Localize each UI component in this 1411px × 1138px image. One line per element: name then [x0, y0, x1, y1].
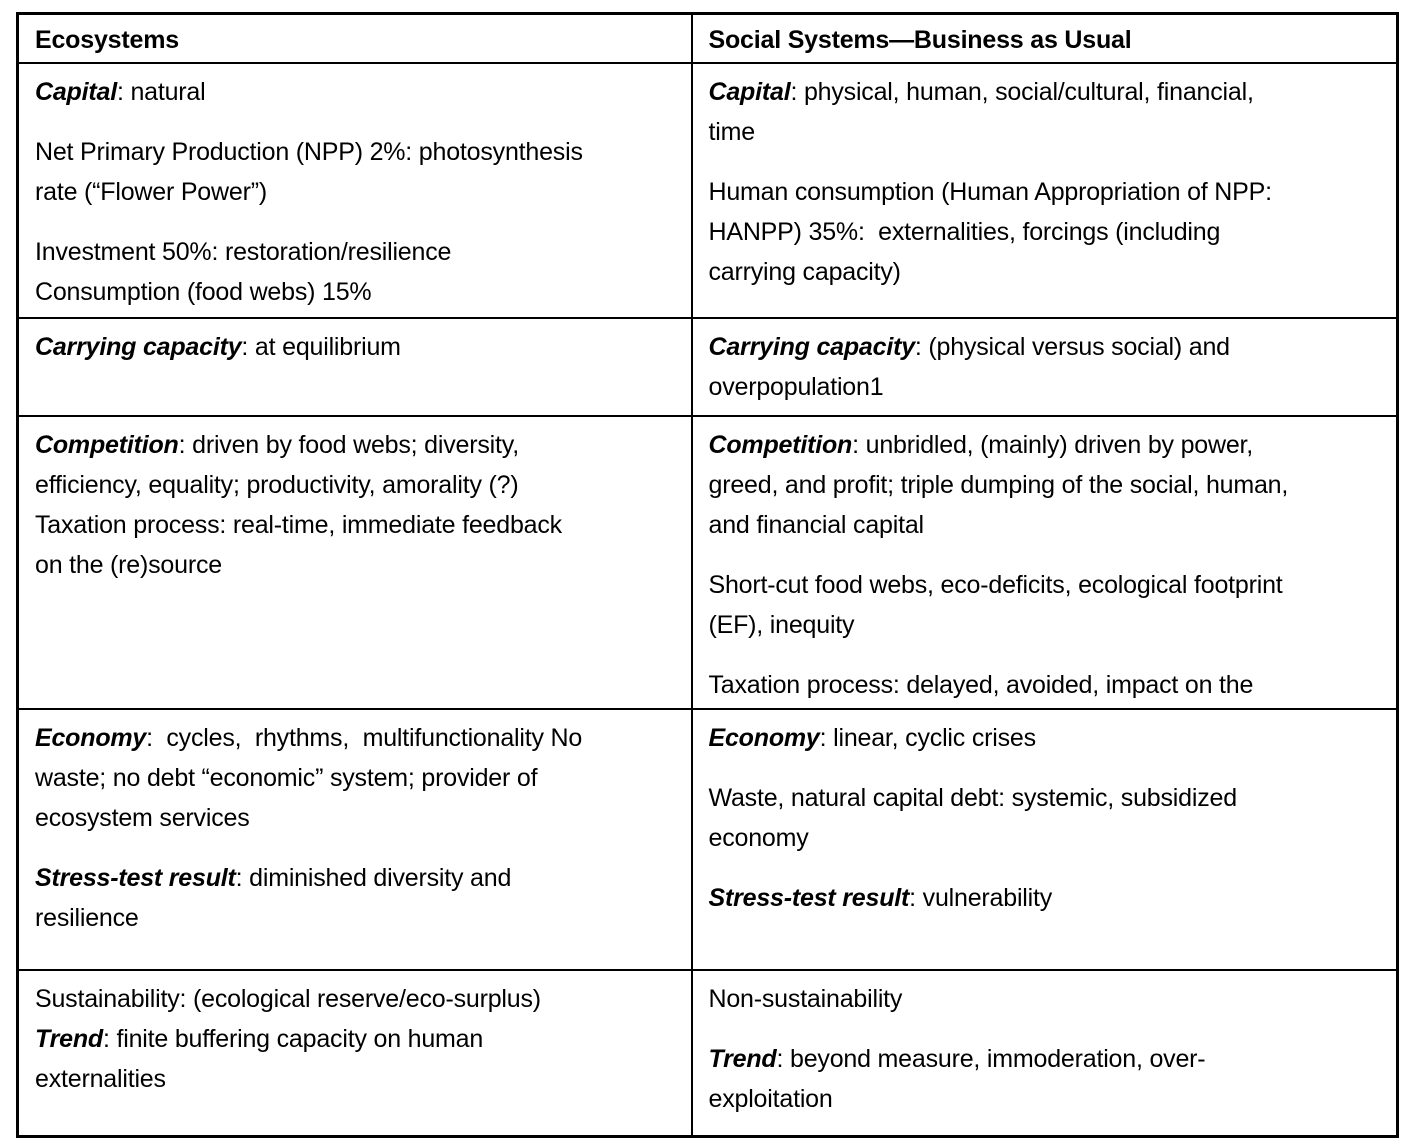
term-label: Carrying capacity	[708, 333, 915, 361]
ecosystems-vs-social-systems-table	[16, 12, 1399, 1138]
text-line	[709, 878, 1381, 918]
carrying-capacity-left-cell	[18, 318, 692, 416]
text-segment: : beyond measure, immoderation, over-	[776, 1045, 1206, 1073]
text-line	[35, 232, 675, 272]
text-line	[709, 367, 1381, 407]
text-line	[709, 1079, 1381, 1119]
term-label: Stress-test result	[708, 884, 910, 912]
text-line	[709, 425, 1381, 465]
text-segment: (EF), inequity	[708, 611, 855, 639]
text-segment: : finite buffering capacity on human	[103, 1025, 484, 1053]
table-row-carrying-capacity	[18, 318, 1398, 416]
text-segment: time	[708, 118, 755, 146]
carrying-capacity-right-cell	[692, 318, 1398, 416]
term-label: Capital	[708, 78, 791, 106]
text-segment: Short-cut food webs, eco-deficits, ecological footprint	[708, 571, 1283, 599]
text-line	[709, 465, 1381, 505]
text-segment: on the (re)source	[35, 551, 222, 579]
term-label: Carrying capacity	[35, 333, 242, 361]
text-segment: : diminished diversity and	[235, 864, 512, 892]
text-segment: : (physical versus social) and	[914, 333, 1230, 361]
text-line	[35, 425, 675, 465]
text-line	[709, 979, 1381, 1019]
text-segment: resilience	[35, 904, 139, 932]
text-line	[35, 465, 675, 505]
capital-right-cell	[692, 63, 1398, 318]
term-label: Stress-test result	[35, 864, 236, 892]
text-line	[35, 1059, 675, 1099]
economy-left-cell	[18, 709, 692, 970]
economy-right-cell	[692, 709, 1398, 970]
text-line	[709, 718, 1381, 758]
text-segment: efficiency, equality; productivity, amorality (?)	[35, 471, 519, 499]
term-label: Capital	[35, 78, 117, 106]
text-segment: carrying capacity)	[708, 258, 901, 286]
text-segment: overpopulation1	[708, 373, 884, 401]
text-segment: rate (“Flower Power”)	[35, 178, 267, 206]
term-label: Trend	[35, 1025, 103, 1053]
text-line	[709, 605, 1381, 645]
header-ecosystems: Ecosystems	[18, 14, 692, 64]
text-segment: : physical, human, social/cultural, financial,	[790, 78, 1254, 106]
table-row-competition	[18, 416, 1398, 709]
text-line	[35, 798, 675, 838]
text-segment: : linear, cyclic crises	[819, 724, 1036, 752]
term-label: Trend	[708, 1045, 777, 1073]
text-segment: Net Primary Production (NPP) 2%: photosynthesis	[35, 138, 583, 166]
text-segment: Human consumption (Human Appropriation of NPP:	[708, 178, 1272, 206]
text-line	[709, 565, 1381, 605]
text-line	[35, 718, 675, 758]
text-segment: externalities	[35, 1065, 166, 1093]
table-row-economy	[18, 709, 1398, 970]
header-row	[18, 14, 1398, 64]
text-line	[709, 818, 1381, 858]
text-line	[709, 212, 1381, 252]
competition-left-cell	[18, 416, 692, 709]
text-line	[709, 505, 1381, 545]
text-segment: : natural	[116, 78, 206, 106]
text-line	[35, 1019, 675, 1059]
text-segment: : driven by food webs; diversity,	[178, 431, 519, 459]
capital-left-cell	[18, 63, 692, 318]
term-label: Economy	[35, 724, 147, 752]
text-line	[709, 112, 1381, 152]
sustainability-left-cell	[18, 970, 692, 1137]
term-label: Competition	[35, 431, 179, 459]
text-line	[709, 72, 1381, 112]
text-segment: economy	[708, 824, 809, 852]
text-segment: waste; no debt “economic” system; provider of	[35, 764, 538, 792]
text-line	[709, 778, 1381, 818]
text-line	[709, 327, 1381, 367]
term-label: Competition	[708, 431, 853, 459]
text-segment: greed, and profit; triple dumping of the social, human,	[708, 471, 1289, 499]
text-segment: ecosystem services	[35, 804, 250, 832]
text-line	[35, 327, 675, 367]
text-segment: and financial capital	[708, 511, 924, 539]
text-line	[35, 172, 675, 212]
text-line	[709, 1039, 1381, 1079]
competition-right-cell	[692, 416, 1398, 709]
text-line	[709, 172, 1381, 212]
table-body	[18, 63, 1398, 1137]
text-segment: Taxation process: delayed, avoided, impact on the	[708, 671, 1254, 699]
text-line	[709, 252, 1381, 292]
text-line	[35, 72, 675, 112]
text-line	[35, 505, 675, 545]
text-segment: Non-sustainability	[708, 985, 903, 1013]
text-segment: exploitation	[708, 1085, 833, 1113]
text-segment: : vulnerability	[909, 884, 1053, 912]
text-segment: Sustainability: (ecological reserve/eco-surplus)	[35, 985, 541, 1013]
text-line	[35, 272, 675, 312]
text-line	[35, 858, 675, 898]
text-line	[35, 132, 675, 172]
text-line	[35, 758, 675, 798]
text-segment: Consumption (food webs) 15%	[35, 278, 372, 306]
text-segment: Waste, natural capital debt: systemic, subsidized	[708, 784, 1237, 812]
text-segment: : at equilibrium	[241, 333, 401, 361]
text-segment: : unbridled, (mainly) driven by power,	[852, 431, 1254, 459]
text-segment: Taxation process: real-time, immediate feedback	[35, 511, 562, 539]
sustainability-right-cell	[692, 970, 1398, 1137]
text-line	[35, 545, 675, 585]
table-row-sustainability	[18, 970, 1398, 1137]
text-segment: HANPP) 35%: externalities, forcings (including	[708, 218, 1221, 246]
header-social-systems: Social Systems—Business as Usual	[692, 14, 1398, 64]
text-segment: Investment 50%: restoration/resilience	[35, 238, 452, 266]
table-row-capital	[18, 63, 1398, 318]
text-line	[35, 979, 675, 1019]
term-label: Economy	[708, 724, 820, 752]
text-line	[35, 898, 675, 938]
text-line	[709, 665, 1381, 705]
text-segment: : cycles, rhythms, multifunctionality No	[146, 724, 583, 752]
